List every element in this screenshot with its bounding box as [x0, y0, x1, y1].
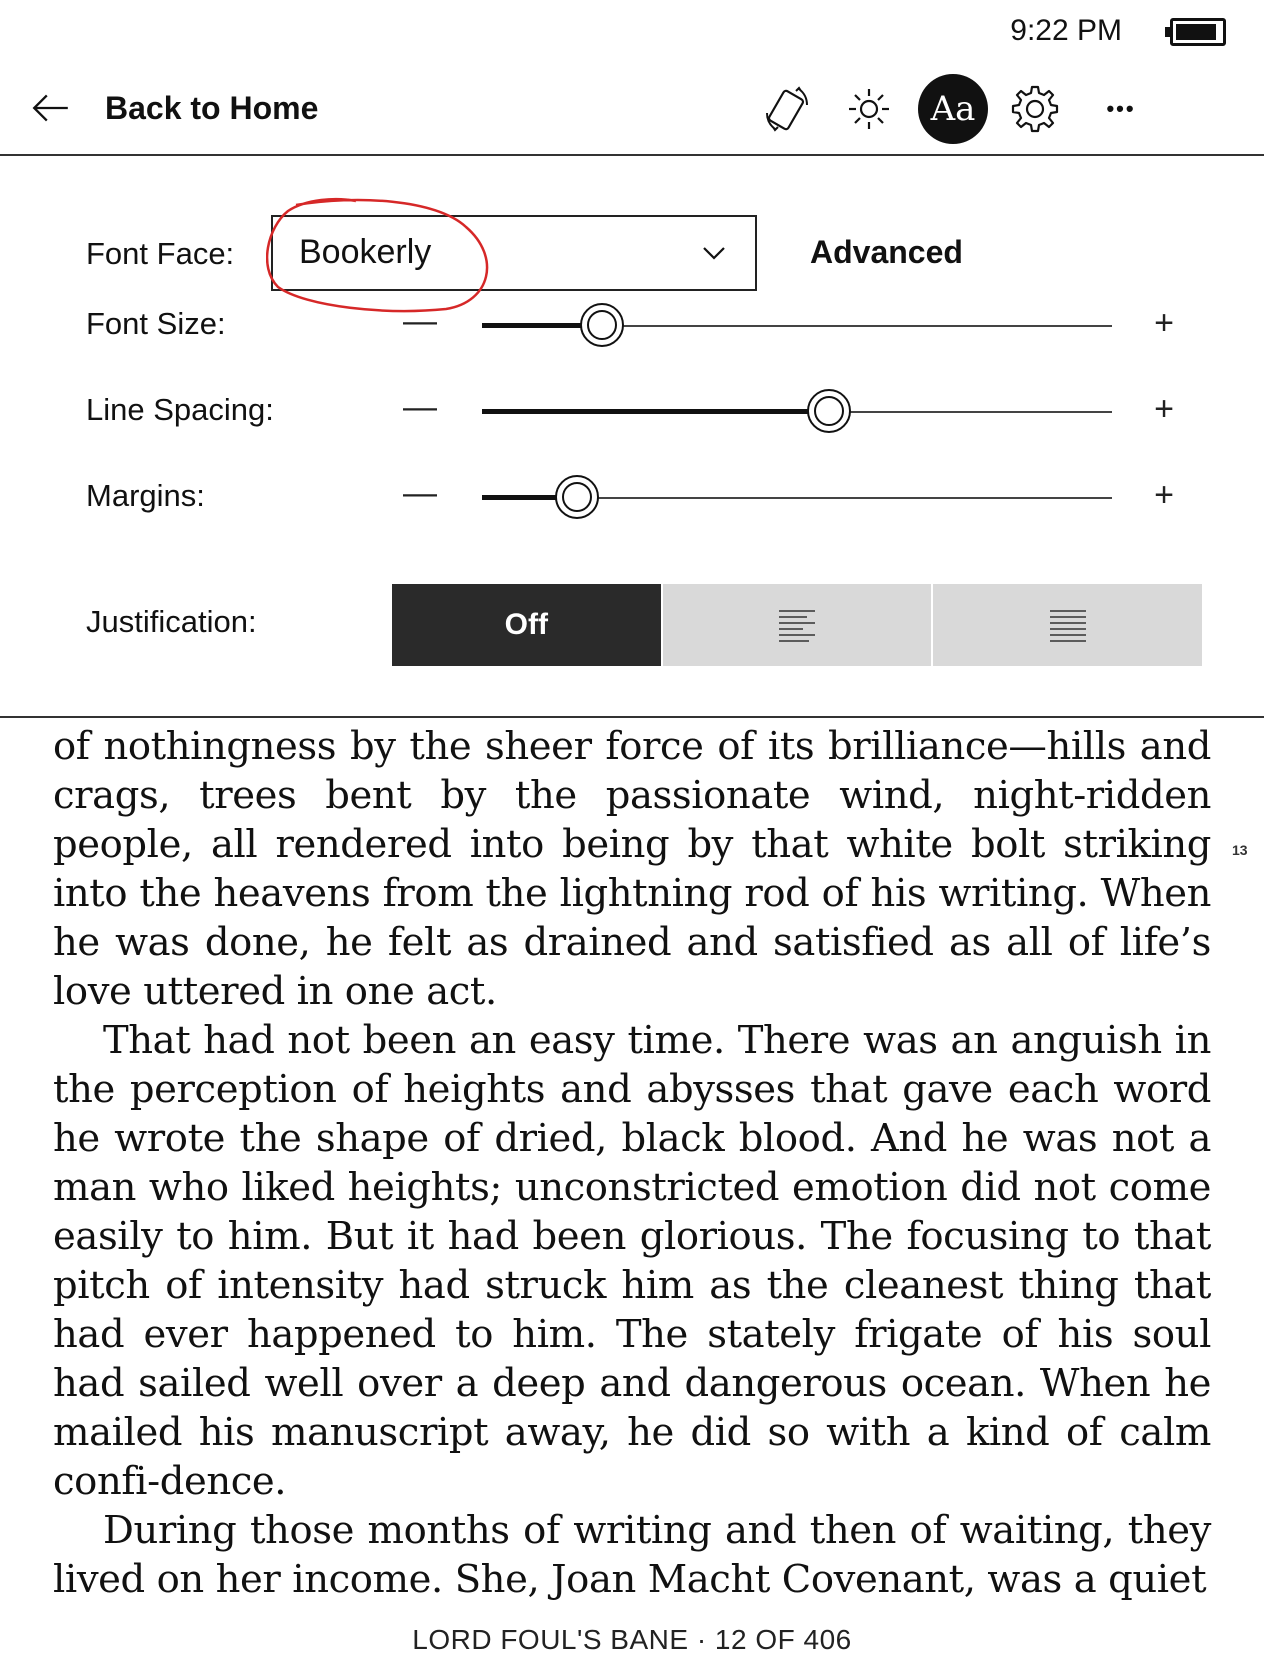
slider-fill: [482, 409, 829, 414]
font-face-label: Font Face:: [86, 236, 235, 271]
line-spacing-label: Line Spacing:: [86, 392, 274, 427]
back-to-home-button[interactable]: [30, 84, 318, 132]
font-size-decrease-button[interactable]: —: [403, 302, 437, 340]
settings-button[interactable]: [1002, 76, 1068, 142]
line-spacing-slider[interactable]: [482, 392, 1112, 432]
justify-icon: [1048, 608, 1088, 642]
font-size-label: Font Size:: [86, 306, 226, 341]
rotate-screen-icon: [761, 83, 813, 135]
battery-fill: [1176, 24, 1216, 40]
book-paragraph: of nothingness by the sheer force of its brilliance—hills and crags, trees bent by the passionate wind, night-ridden people, all rendered into being by that white bolt striking into the heavens from the lightning rod of his writing. When he was done, he felt as drained and satisfied as all of life’s love uttered in one act.: [53, 724, 1211, 1014]
slider-knob[interactable]: [580, 303, 624, 347]
battery-icon: [1170, 18, 1226, 46]
book-paragraph: That had not been an easy time. There was an anguish in the perception of heights and abysses that gave each word he wrote the shape of dried, black blood. And he was not a man who liked heights; unconstricted emotion did not come easily to him. But it had been glorious. The focusing to that pitch of intensity had struck him as the cleanest thing that had ever happened to him. The stately frigate of his soul had sailed well over a deep and dangerous ocean. When he mailed his manuscript away, he did so with a kind of calm confi-dence.: [53, 1018, 1211, 1504]
font-settings-button[interactable]: Aa: [918, 74, 988, 144]
more-icon[interactable]: •••: [1106, 96, 1136, 121]
justification-off-button[interactable]: Off: [392, 584, 661, 666]
font-size-slider[interactable]: [482, 306, 1112, 346]
margins-label: Margins:: [86, 478, 205, 513]
margins-slider[interactable]: [482, 478, 1112, 518]
back-label: Back to Home: [105, 89, 319, 126]
font-settings-panel: [0, 156, 1264, 718]
advanced-button[interactable]: Advanced: [810, 234, 963, 270]
margins-increase-button[interactable]: +: [1154, 476, 1174, 514]
gear-icon: [1009, 83, 1061, 135]
status-time: 9:22 PM: [1010, 14, 1122, 47]
brightness-button[interactable]: [836, 76, 902, 142]
justification-left-button[interactable]: [661, 584, 932, 666]
line-spacing-increase-button[interactable]: +: [1154, 390, 1174, 428]
line-spacing-decrease-button[interactable]: —: [403, 388, 437, 426]
font-face-dropdown[interactable]: [271, 215, 757, 291]
justification-toggle-group: [392, 584, 1202, 666]
slider-knob[interactable]: [807, 389, 851, 433]
justification-label: Justification:: [86, 604, 257, 639]
justification-full-button[interactable]: [931, 584, 1202, 666]
chevron-down-icon: [701, 243, 727, 263]
font-face-value: Bookerly: [299, 233, 432, 271]
book-text: [53, 722, 1211, 1604]
font-size-increase-button[interactable]: +: [1154, 304, 1174, 342]
top-toolbar: [0, 62, 1264, 156]
rotate-screen-button[interactable]: [754, 76, 820, 142]
book-paragraph: During those months of writing and then of waiting, they lived on her income. She, Joan Macht Covenant, was a quiet: [53, 1508, 1211, 1602]
brightness-icon: [843, 83, 895, 135]
page-number-marker: 13: [1232, 842, 1248, 858]
margins-decrease-button[interactable]: —: [403, 474, 437, 512]
back-arrow-icon: [30, 87, 72, 129]
slider-knob[interactable]: [555, 475, 599, 519]
left-align-icon: [777, 608, 817, 642]
reading-progress-footer[interactable]: LORD FOUL'S BANE · 12 OF 406: [412, 1624, 852, 1655]
